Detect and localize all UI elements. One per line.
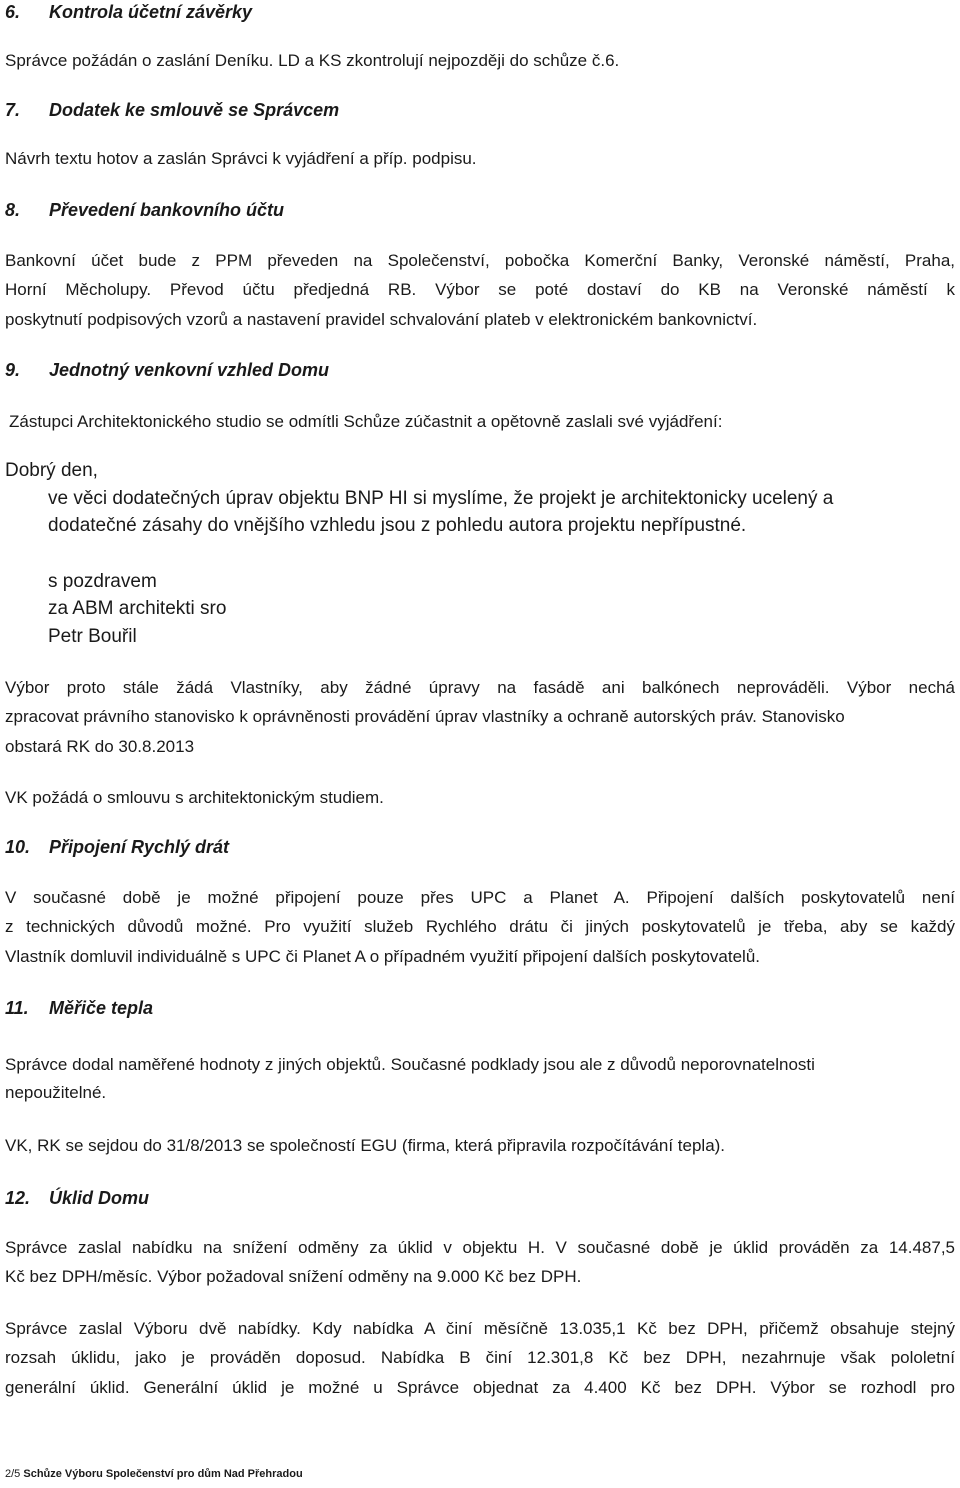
- section-number: 6.: [5, 2, 21, 22]
- paragraph-line: poskytnutí podpisových vzorů a nastavení pravidel schvalování plateb v elektronickém bankovnictví.: [5, 310, 758, 329]
- section-6-heading: [5, 0, 252, 24]
- paragraph-line: rozsah úklidu, jako je prováděn doposud. Nabídka B činí 12.301,8 Kč bez DPH, nezahrnuje však pololetní: [5, 1348, 955, 1367]
- section-title: Měřiče tepla: [49, 998, 154, 1018]
- page-footer: [5, 1466, 303, 1482]
- section-9-heading: [5, 358, 329, 382]
- page-number: 2/5: [5, 1468, 21, 1480]
- paragraph-line: obstará RK do 30.8.2013: [5, 737, 195, 756]
- section-number: 10.: [5, 837, 31, 857]
- paragraph: Zástupci Architektonického studio se odmítli Schůze zúčastnit a opětovně zaslali své vyjádření:: [9, 412, 723, 431]
- section-title: Převedení bankovního účtu: [49, 200, 285, 220]
- paragraph: VK, RK se sejdou do 31/8/2013 se společností EGU (firma, která připravila rozpočítávání tepla).: [5, 1136, 726, 1155]
- section-10-heading: [5, 835, 229, 859]
- section-title: Kontrola účetní závěrky: [49, 2, 253, 22]
- paragraph-line: zpracovat právního stanovisko k oprávněnosti provádění úprav vlastníky a ochraně autorských práv. Stanovisko: [5, 707, 845, 726]
- section-12-heading: [5, 1186, 149, 1210]
- section-number: 8.: [5, 200, 21, 220]
- section-title: Jednotný venkovní vzhled Domu: [49, 360, 330, 380]
- mail-body-line: ve věci dodatečných úprav objektu BNP HI si myslíme, že projekt je architektonicky ucelený a: [48, 488, 834, 509]
- paragraph-line: z technických důvodů možné. Pro využití služeb Rychlého drátu či jiných poskytovatelů je třeba, aby se každý: [5, 917, 955, 936]
- paragraph-line: V současné době je možné připojení pouze přes UPC a Planet A. Připojení dalších poskytovatelů není: [5, 888, 955, 907]
- mail-signature-line: za ABM architekti sro: [48, 598, 227, 619]
- paragraph-line: Výbor proto stále žádá Vlastníky, aby žádné úpravy na fasádě ani balkónech neprováděli. Výbor nechá: [5, 678, 955, 697]
- paragraph-line: nepoužitelné.: [5, 1083, 107, 1102]
- paragraph: Návrh textu hotov a zaslán Správci k vyjádření a příp. podpisu.: [5, 149, 477, 168]
- section-7-heading: [5, 98, 339, 122]
- paragraph-line: Horní Měcholupy. Převod účtu předjedná RB. Výbor se poté dostaví do KB na Veronské náměstí k: [5, 280, 955, 299]
- paragraph: VK požádá o smlouvu s architektonickým studiem.: [5, 788, 384, 807]
- paragraph-line: Bankovní účet bude z PPM převeden na Společenství, pobočka Komerční Banky, Veronské náměstí, Praha,: [5, 251, 955, 270]
- paragraph-line: Správce zaslal nabídku na snížení odměny za úklid v objektu H. V současné době je úklid prováděn za 14.487,5: [5, 1238, 955, 1257]
- section-number: 9.: [5, 360, 21, 380]
- section-title: Dodatek ke smlouvě se Správcem: [49, 100, 340, 120]
- paragraph-line: Kč bez DPH/měsíc. Výbor požadoval snížení odměny na 9.000 Kč bez DPH.: [5, 1267, 582, 1286]
- section-number: 7.: [5, 100, 21, 120]
- mail-signature-line: s pozdravem: [48, 571, 157, 592]
- section-11-heading: [5, 996, 153, 1020]
- mail-greeting: Dobrý den,: [5, 460, 98, 481]
- paragraph-line: Vlastník domluvil individuálně s UPC či Planet A o případném využití připojení dalších poskytovatelů.: [5, 947, 761, 966]
- section-8-heading: [5, 198, 284, 222]
- footer-title: Schůze Výboru Společenství pro dům Nad Přehradou: [23, 1468, 303, 1480]
- section-title: Úklid Domu: [49, 1188, 150, 1208]
- mail-signature-line: Petr Bouřil: [48, 626, 137, 647]
- mail-body-line: dodatečné zásahy do vnějšího vzhledu jsou z pohledu autora projektu nepřípustné.: [48, 515, 747, 536]
- paragraph-line: Správce dodal naměřené hodnoty z jiných objektů. Současné podklady jsou ale z důvodů neporovnatelnosti: [5, 1055, 815, 1074]
- section-title: Připojení Rychlý drát: [49, 837, 230, 857]
- paragraph-line: generální úklid. Generální úklid je možné u Správce objednat za 4.400 Kč bez DPH. Výbor se rozhodl pro: [5, 1378, 955, 1397]
- section-number: 12.: [5, 1188, 31, 1208]
- paragraph: Správce požádán o zaslání Deníku. LD a KS zkontrolují nejpozději do schůze č.6.: [5, 51, 620, 70]
- section-number: 11.: [5, 998, 29, 1018]
- paragraph-line: Správce zaslal Výboru dvě nabídky. Kdy nabídka A činí měsíčně 13.035,1 Kč bez DPH, přičemž obsahuje stejný: [5, 1319, 955, 1338]
